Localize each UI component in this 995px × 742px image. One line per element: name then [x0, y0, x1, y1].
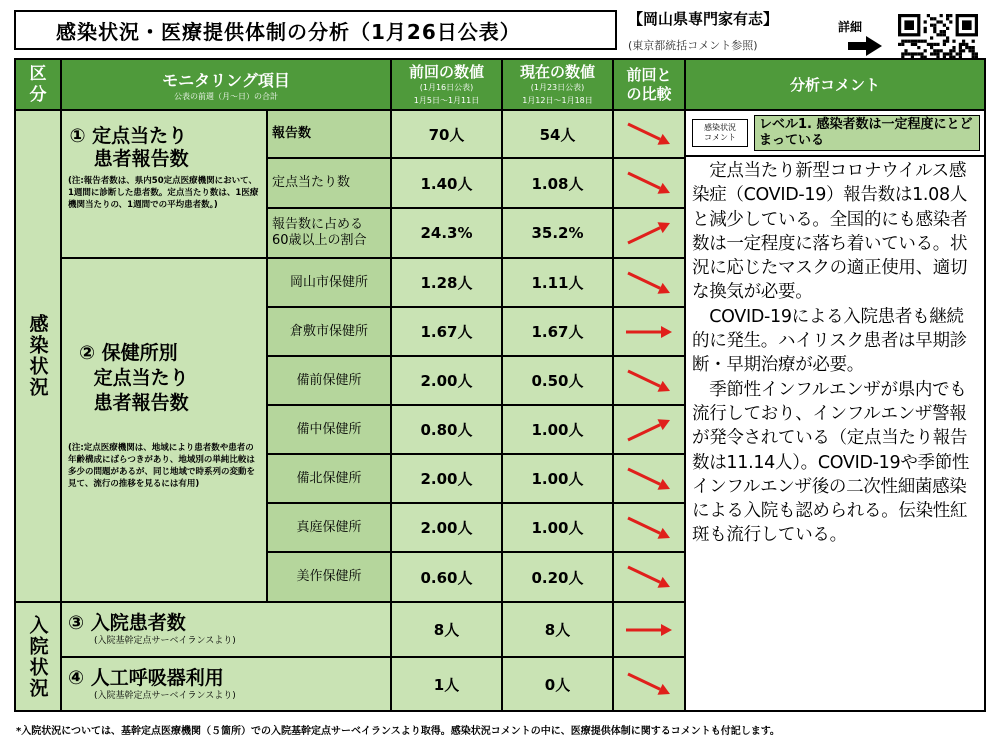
trend-arrow-icon [614, 259, 684, 306]
prev-value: 1人 [392, 658, 501, 710]
arrow-right-icon [848, 36, 882, 56]
prev-value: 8人 [392, 603, 501, 656]
trend-arrow-icon [614, 357, 684, 404]
row-label: 倉敷市保健所 [268, 308, 390, 355]
curr-value: 1.00人 [503, 455, 612, 502]
curr-value: 1.08人 [503, 159, 612, 207]
item2-note: (注:定点医療機関は、地域により患者数や患者の年齢構成にばらつきがあり、地域別の単純比較は多少の問題があるが、同じ地域で時系列の変動を見て、流行の推移を見るには有用) [68, 443, 256, 489]
committee-sub-label: (東京都統括コメント参照) [628, 39, 758, 52]
comment-body: 定点当たり新型コロナウイルス感染症（COVID-19）報告数は1.08人と減少している。全国的にも感染者数は一定程度に落ち着いている。状況に応じたマスクの適正使用、適切な換気が必要。 COVID-19による入院患者も継続的に発生。ハイリスク患者は早期診断・早期治療が必要。 季節性インフルエンザが県内でも流行しており、インフルエンザ警報が発令されている（定点当たり報告数は11.14人）。COVID-19や季節性インフルエンザ後の二次性細菌感染による入院も認められる。伝染性紅斑も流行している。 [686, 157, 984, 710]
prev-value: 0.80人 [392, 406, 501, 453]
row-label: 定点当たり数 [268, 159, 390, 207]
item2-title: ② 保健所別 定点当たり 患者報告数 [78, 342, 189, 414]
trend-arrow-icon [614, 209, 684, 257]
column-header-curr-sub1: (1月23日公表) [530, 82, 585, 92]
curr-value: 8人 [503, 603, 612, 656]
prev-value: 70人 [392, 111, 501, 157]
comment-level-cell [686, 111, 984, 155]
trend-arrow-icon [614, 455, 684, 502]
trend-arrow-icon [614, 159, 684, 207]
prev-value: 0.60人 [392, 553, 501, 601]
prev-value: 1.28人 [392, 259, 501, 306]
item3-cell [62, 603, 390, 656]
column-header-item-label: モニタリング項目 [162, 70, 290, 90]
prev-value: 1.67人 [392, 308, 501, 355]
item2-cell [62, 259, 266, 601]
column-header-prev-sub1: (1月16日公表) [419, 82, 474, 92]
column-header-item-sub: 公表の前週（月～日）の合計 [174, 91, 278, 101]
curr-value: 35.2% [503, 209, 612, 257]
trend-arrow-icon [614, 658, 684, 710]
curr-value: 0.20人 [503, 553, 612, 601]
comment-level: レベル1. 感染者数は一定程度にとどまっている [754, 115, 980, 151]
column-header-compare [614, 60, 684, 109]
item4-cell [62, 658, 390, 710]
item1-cell [62, 111, 266, 257]
item3-title: ③ 入院患者数 [68, 612, 186, 634]
curr-value: 54人 [503, 111, 612, 157]
curr-value: 1.00人 [503, 406, 612, 453]
trend-arrow-icon [614, 406, 684, 453]
comment-tag: 感染状況 コメント [692, 119, 748, 147]
column-header-item [62, 60, 390, 109]
curr-value: 0.50人 [503, 357, 612, 404]
row-label: 報告数に占める 60歳以上の割合 [268, 209, 390, 257]
prev-value: 2.00人 [392, 357, 501, 404]
curr-value: 0人 [503, 658, 612, 710]
trend-arrow-icon [614, 553, 684, 601]
curr-value: 1.67人 [503, 308, 612, 355]
section-infection-label: 感染状況 [26, 314, 49, 398]
committee-label: 【岡山県専門家有志】 [628, 10, 779, 28]
prev-value: 2.00人 [392, 504, 501, 551]
row-label: 真庭保健所 [268, 504, 390, 551]
item3-note: (入院基幹定点サーベイランスより) [94, 636, 236, 646]
column-header-prev-sub2: 1月5日～1月11日 [413, 95, 480, 105]
detail-label: 詳細 [838, 20, 863, 34]
column-header-comment: 分析コメント [686, 60, 984, 109]
column-header-curr [503, 60, 612, 109]
prev-value: 24.3% [392, 209, 501, 257]
row-label: 備中保健所 [268, 406, 390, 453]
footer-note: *入院状況については、基幹定点医療機関（５箇所）での入院基幹定点サーベイランスより取得。感染状況コメントの中に、医療提供体制に関するコメントも付記します。 [16, 726, 780, 737]
column-header-category [16, 60, 60, 109]
item1-title: ① 定点当たり 患者報告数 [69, 125, 189, 170]
curr-value: 1.11人 [503, 259, 612, 306]
column-header-compare-label: 前回との比較 [626, 65, 672, 103]
item4-note: (入院基幹定点サーベイランスより) [94, 690, 236, 701]
prev-value: 1.40人 [392, 159, 501, 207]
column-header-curr-sub2: 1月12日～1月18日 [522, 95, 593, 105]
section-infection [16, 111, 60, 601]
section-hospital [16, 603, 60, 710]
trend-arrow-icon [614, 504, 684, 551]
column-header-prev-label: 前回の数値 [408, 62, 484, 81]
trend-arrow-icon [614, 111, 684, 157]
column-header-category-label: 区分 [29, 63, 47, 105]
trend-arrow-icon [614, 308, 684, 355]
row-label: 備前保健所 [268, 357, 390, 404]
item4-title: ④ 人工呼吸器利用 [68, 666, 224, 689]
row-label: 報告数 [268, 111, 390, 157]
prev-value: 2.00人 [392, 455, 501, 502]
column-header-curr-label: 現在の数値 [519, 62, 595, 81]
section-hospital-label: 入院状況 [26, 614, 49, 699]
row-label: 岡山市保健所 [268, 259, 390, 306]
item1-note: (注:報告者数は、県内50定点医療機関において、1週間に診断した患者数。定点当たり数は、1医療機関当たりの、1週間での平均患者数。) [68, 176, 259, 210]
trend-arrow-icon [614, 603, 684, 656]
row-label: 備北保健所 [268, 455, 390, 502]
analysis-table [14, 58, 986, 712]
row-label: 美作保健所 [268, 553, 390, 601]
column-header-prev [392, 60, 501, 109]
curr-value: 1.00人 [503, 504, 612, 551]
page-title: 感染状況・医療提供体制の分析（1月26日公表） [14, 10, 617, 50]
